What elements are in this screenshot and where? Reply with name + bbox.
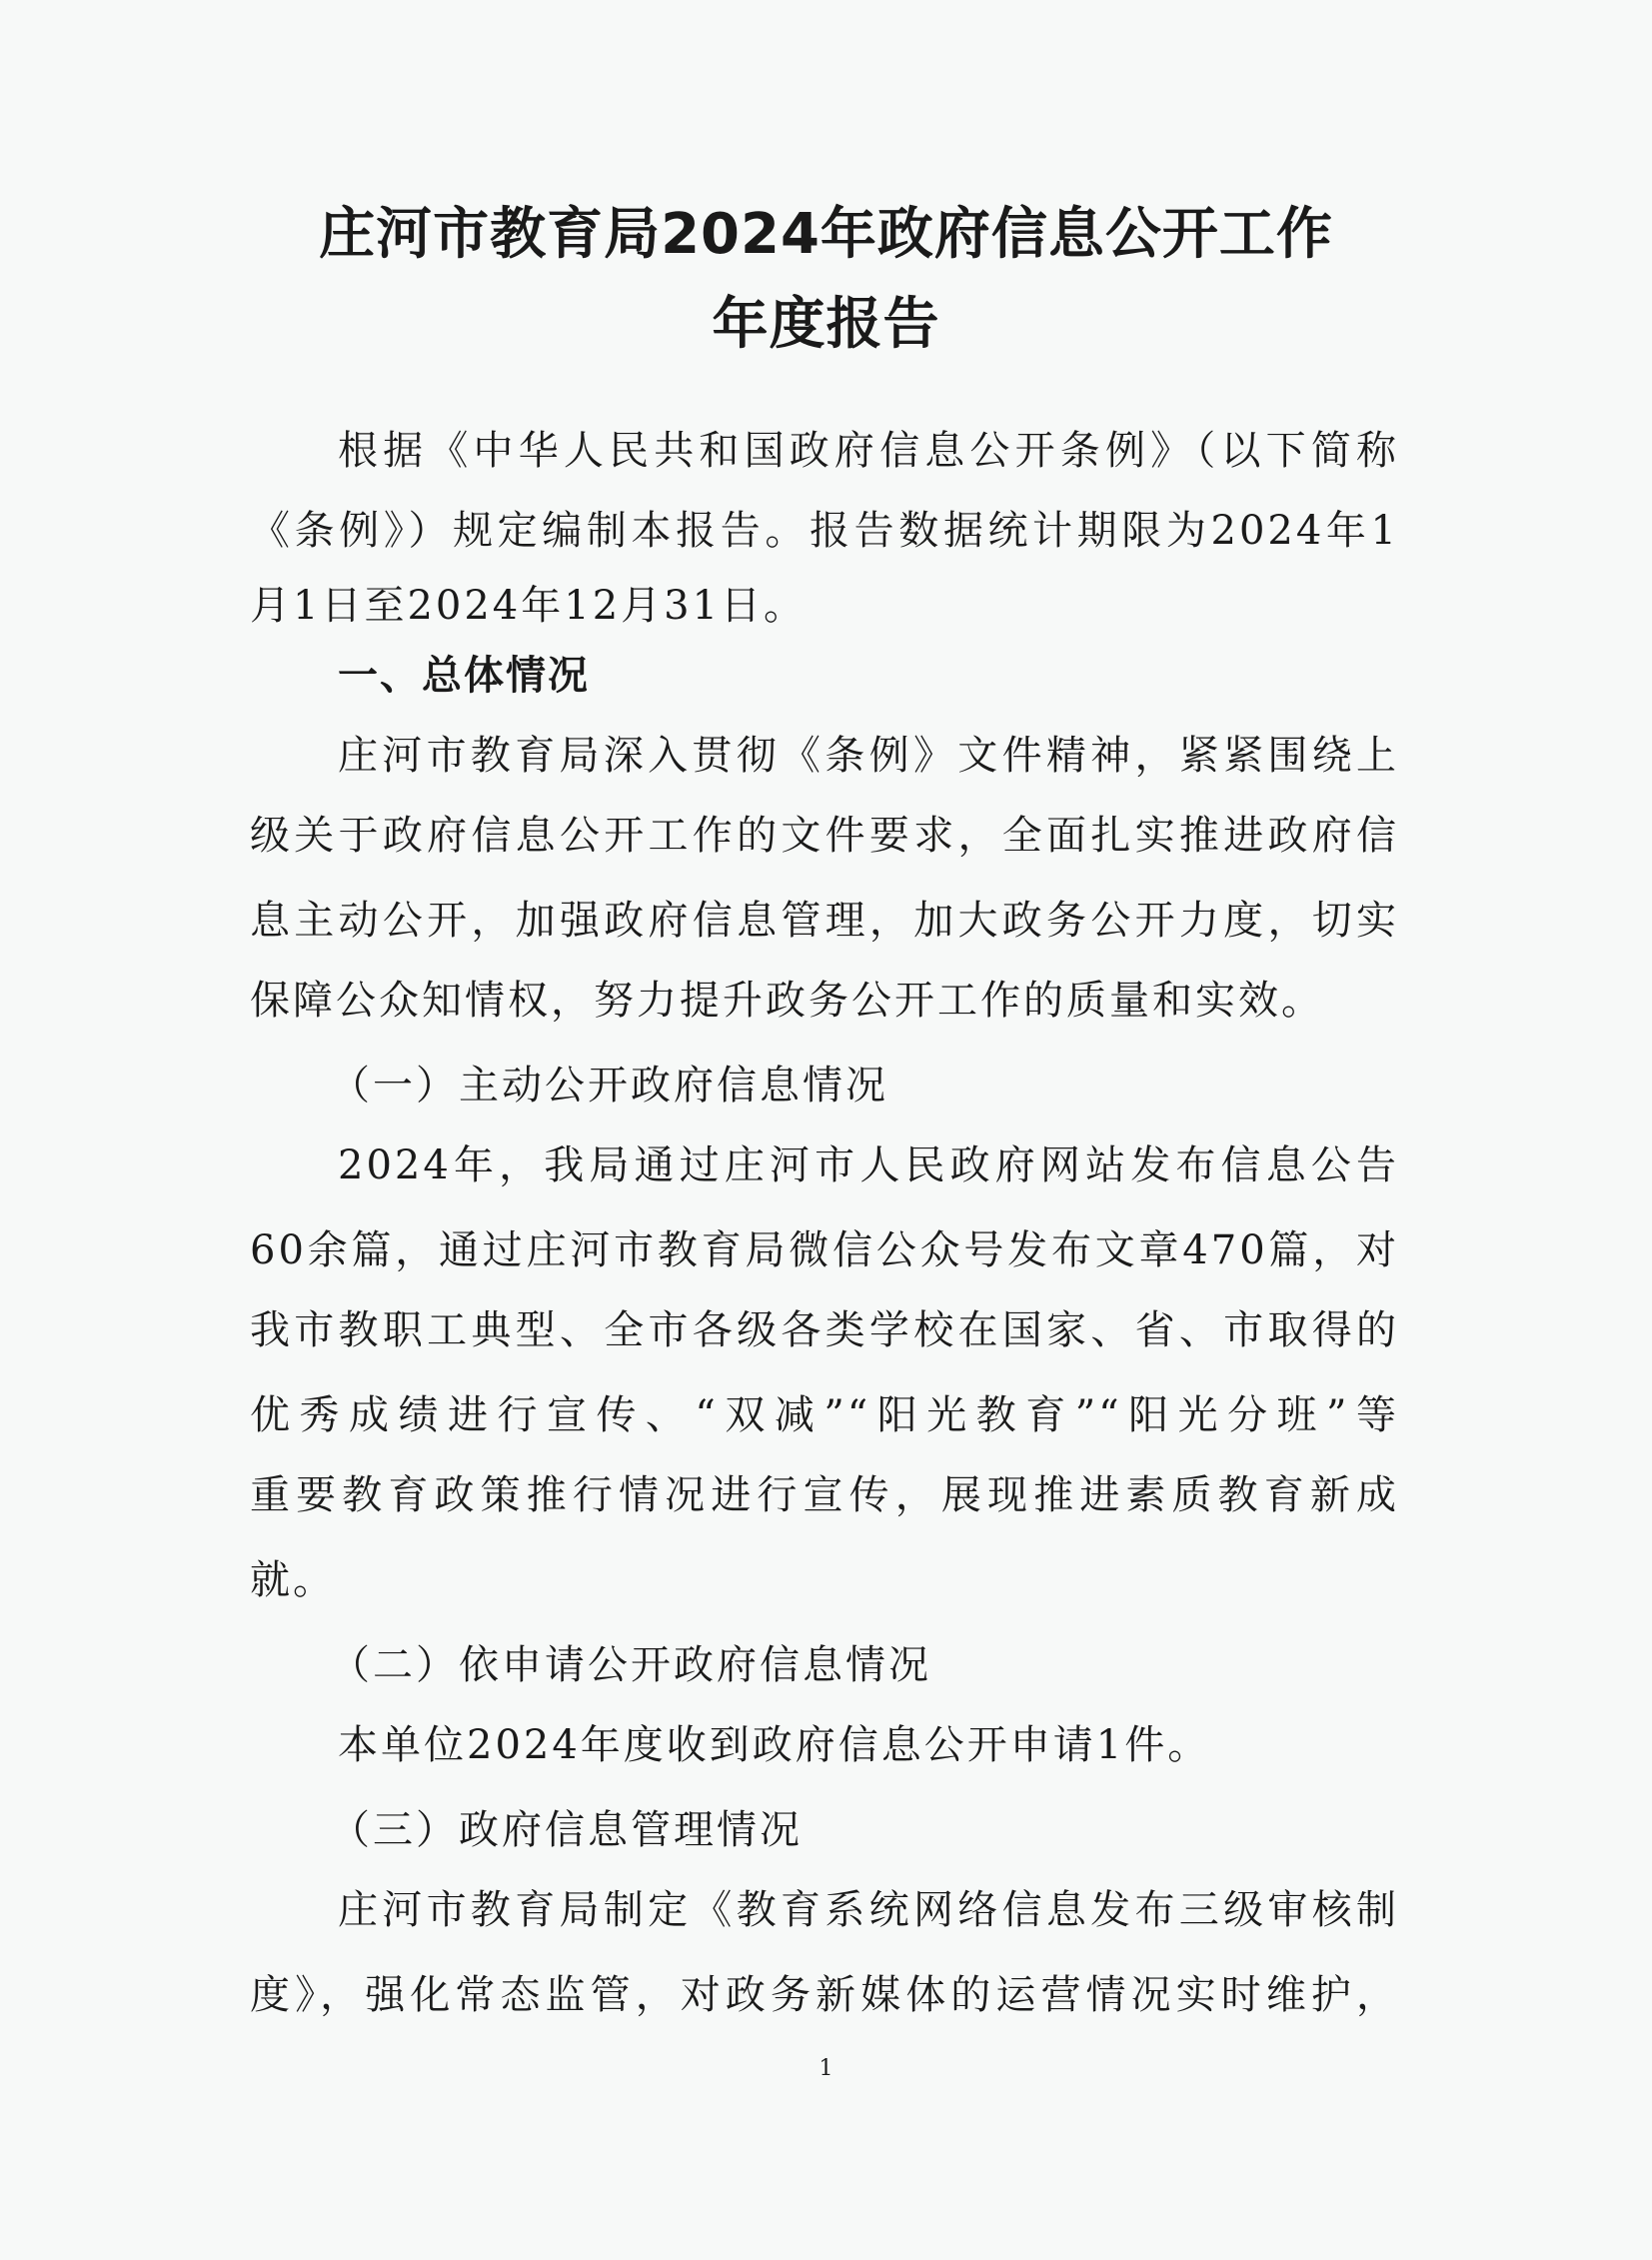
text-line-19: 庄河市教育局制定《教育系统网络信息发布三级审核制	[338, 1887, 1399, 1933]
text-line-13: 优秀成绩进行宣传、“双减”“阳光教育”“阳光分班”等	[250, 1392, 1399, 1438]
text-line-15: 就。	[250, 1557, 336, 1603]
text-line-1: 根据《中华人民共和国政府信息公开条例》（以下简称	[338, 428, 1399, 474]
text-line-2: 《条例》）规定编制本报告。报告数据统计期限为2024年1	[250, 508, 1399, 554]
page-number: 1	[819, 2056, 833, 2081]
text-line-7: 息主动公开，加强政府信息管理，加大政务公开力度，切实	[250, 898, 1399, 944]
text-line-6: 级关于政府信息公开工作的文件要求，全面扎实推进政府信	[250, 813, 1399, 859]
text-line-8: 保障公众知情权，努力提升政务公开工作的质量和实效。	[250, 978, 1324, 1024]
text-line-5: 庄河市教育局深入贯彻《条例》文件精神，紧紧围绕上	[338, 733, 1399, 779]
text-line-10: 2024年，我局通过庄河市人民政府网站发布信息公告	[338, 1142, 1399, 1188]
section-heading-overview: 一、总体情况	[338, 653, 590, 699]
text-line-20: 度》，强化常态监管，对政务新媒体的运营情况实时维护，	[250, 1972, 1399, 2018]
subsection-heading-information-management: （三）政府信息管理情况	[330, 1807, 803, 1853]
text-line-14: 重要教育政策推行情况进行宣传，展现推进素质教育新成	[250, 1472, 1399, 1518]
text-line-12: 我市教职工典型、全市各级各类学校在国家、省、市取得的	[250, 1307, 1399, 1353]
document-title-line-2: 年度报告	[712, 292, 940, 357]
document-title-line-1: 庄河市教育局2024年政府信息公开工作	[319, 202, 1333, 267]
text-line-17: 本单位2024年度收到政府信息公开申请1件。	[338, 1722, 1211, 1768]
text-line-11: 60余篇，通过庄河市教育局微信公众号发布文章470篇，对	[250, 1227, 1399, 1273]
text-line-3: 月1日至2024年12月31日。	[250, 583, 808, 629]
subsection-heading-active-disclosure: （一）主动公开政府信息情况	[330, 1063, 888, 1109]
subsection-heading-application-disclosure: （二）依申请公开政府信息情况	[330, 1642, 931, 1688]
